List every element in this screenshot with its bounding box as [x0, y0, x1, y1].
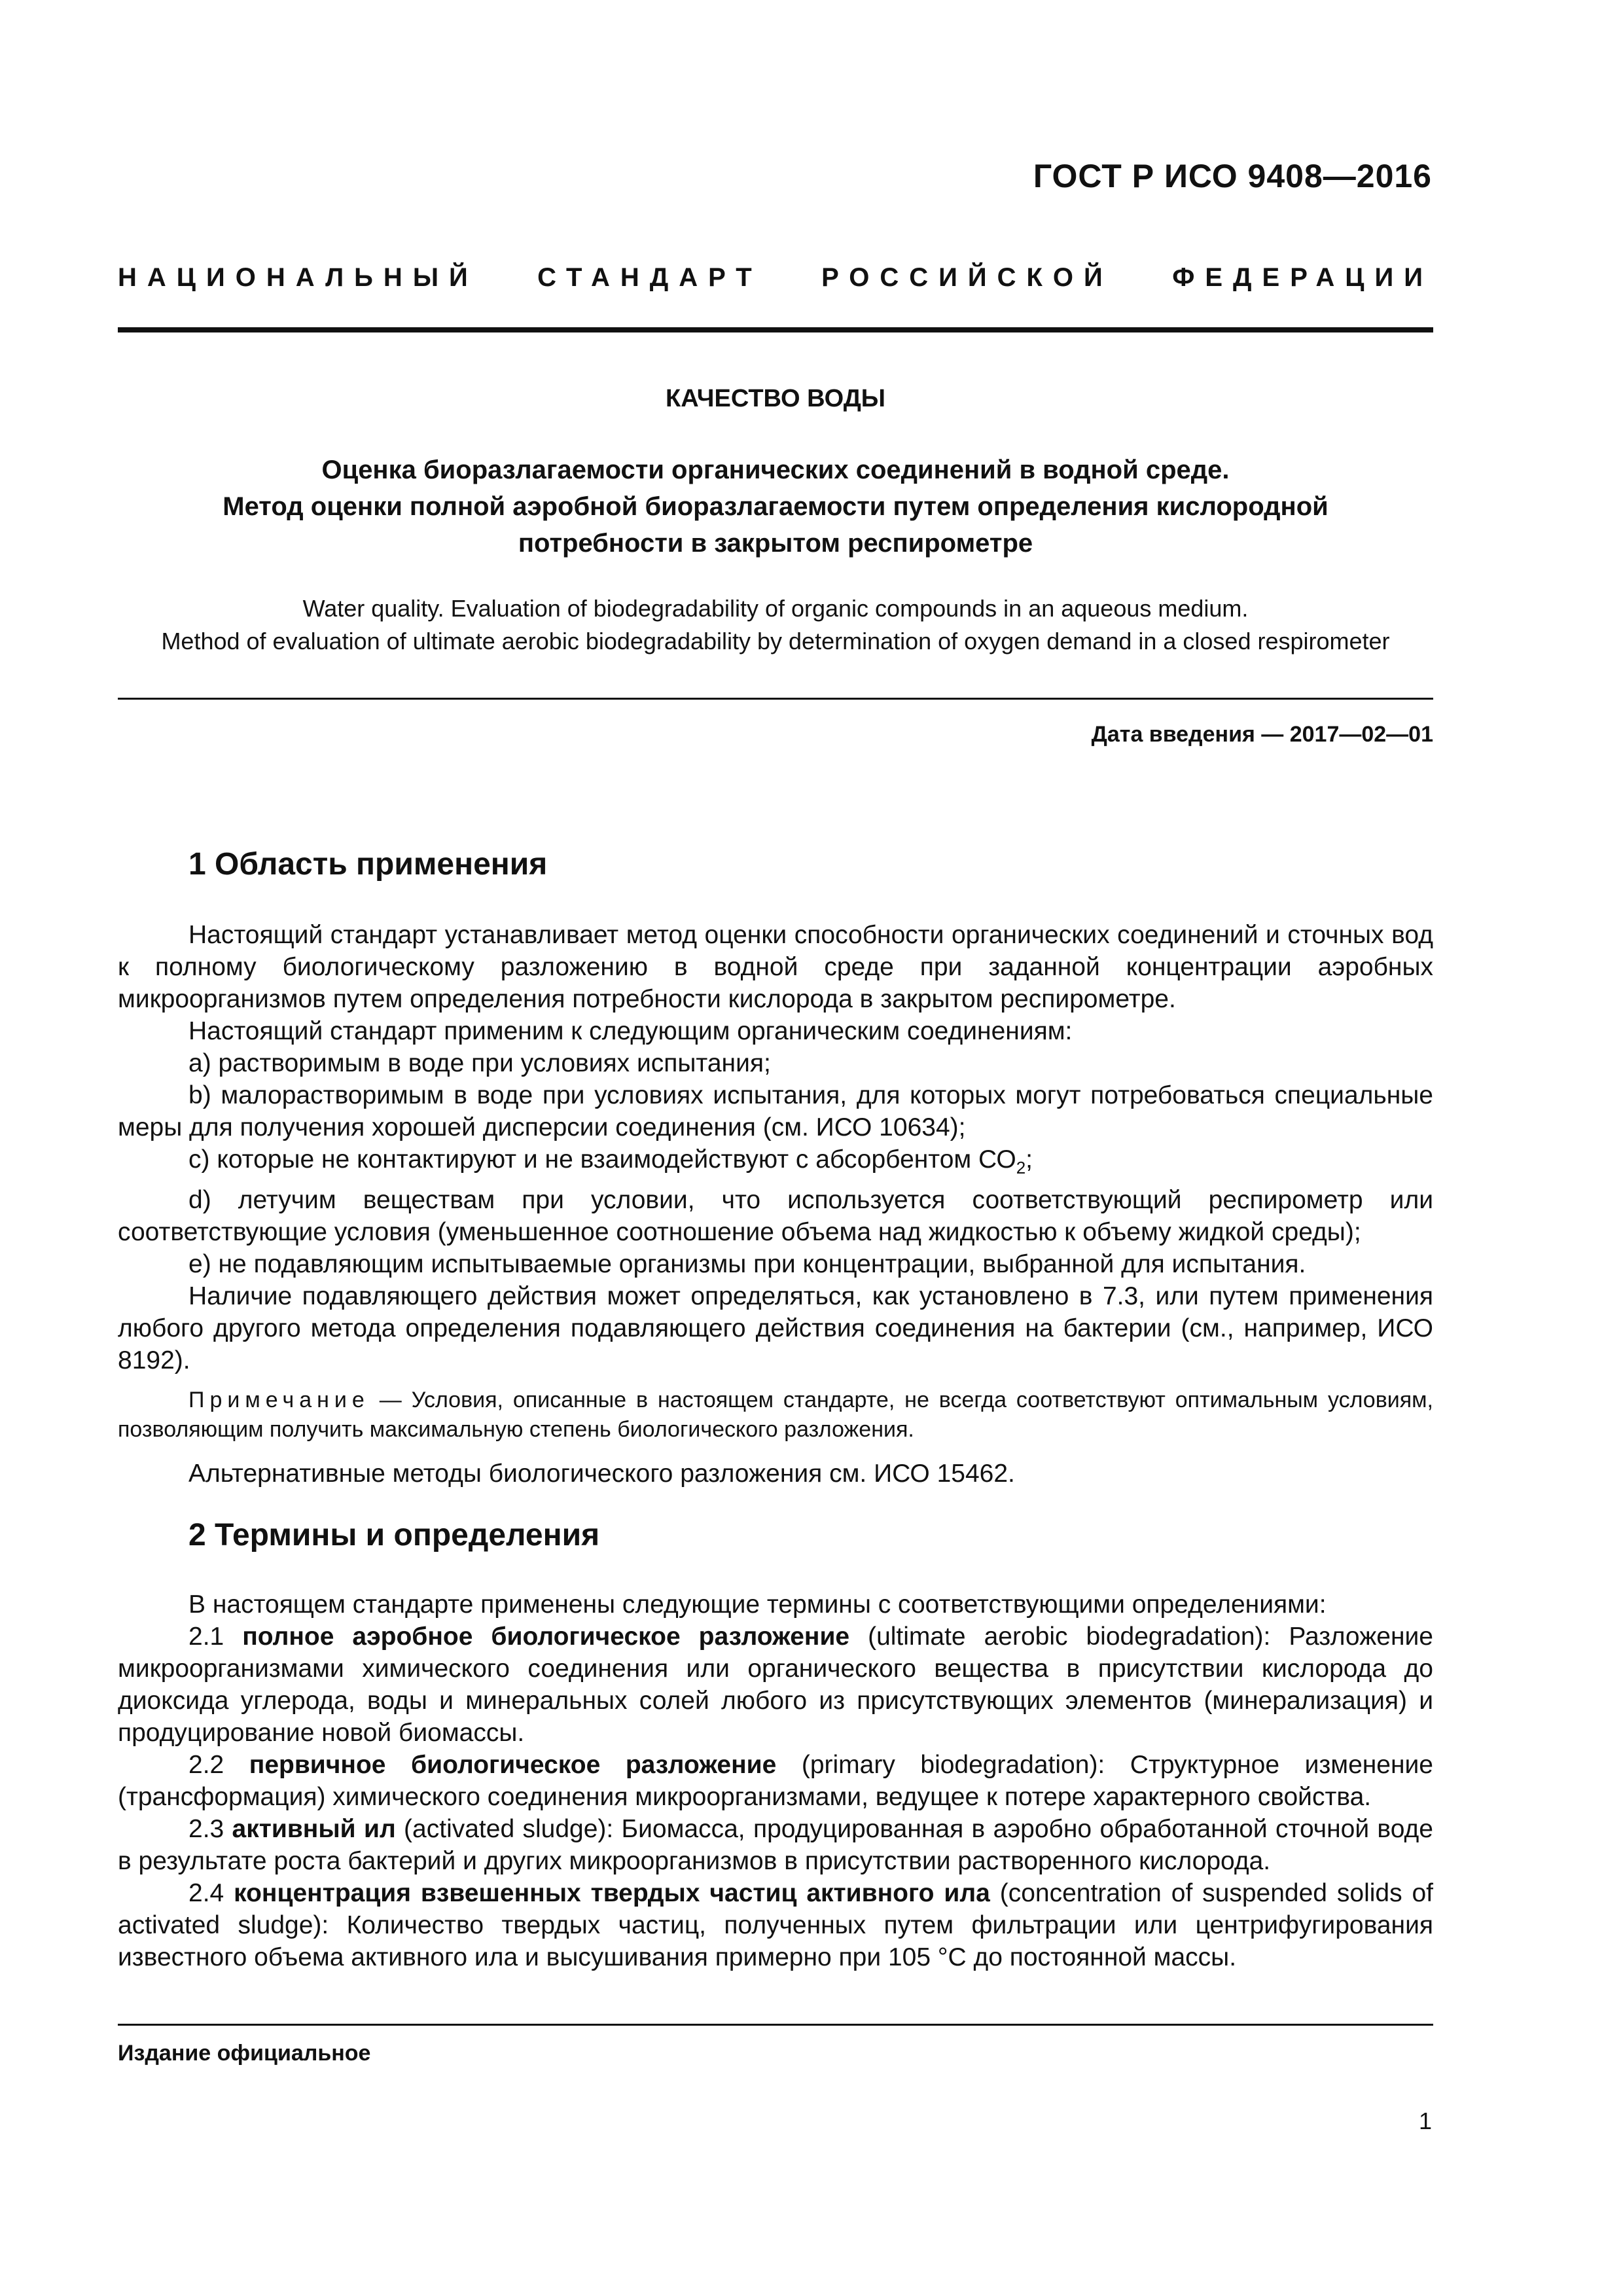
footer-rule: [118, 2024, 1433, 2026]
introduction-date: Дата введения — 2017—02—01: [1091, 722, 1433, 747]
term: полное аэробное биологическое разложение: [242, 1622, 850, 1651]
page-number: 1: [1418, 2108, 1432, 2134]
term-definition: [118, 1621, 1433, 1749]
term-definition: [118, 1813, 1433, 1877]
banner-word: РОССИЙСКОЙ: [821, 263, 1113, 292]
banner-word: СТАНДАРТ: [537, 263, 762, 292]
term-number: 2.2: [188, 1750, 249, 1779]
subscript: 2: [1016, 1157, 1026, 1177]
english-title: [118, 592, 1433, 658]
paragraph: Альтернативные методы биологического разложения см. ИСО 15462.: [188, 1459, 1015, 1488]
term-text: (concentration of suspended solids of activated sludge): Количество твердых частиц, полученных путем фильтрации или центрифугирования известного объема активного ила и высушивания примерно при 105 °С до постоянной массы.: [118, 1878, 1433, 1971]
edition-label: Издание официальное: [118, 2041, 371, 2066]
note-text: — Условия, описанные в настоящем стандарте, не всегда соответствуют оптимальным условиям, позволяющим получить максимальную степень биологического разложения.: [118, 1387, 1433, 1442]
term-text: (ultimate aerobic biodegradation): Разложение микроорганизмами химического соединения или органического вещества в присутствии кислорода до диоксида углерода, воды и минеральных солей любого из присутствующих элементов (минерализация) и продуцирование новой биомассы.: [118, 1622, 1433, 1747]
term-definition: [118, 1877, 1433, 1973]
title-rule: [118, 698, 1433, 700]
paragraph: В настоящем стандарте применены следующие термины с соответствующими определениями:: [188, 1590, 1327, 1619]
section-heading: 2 Термины и определения: [188, 1517, 600, 1552]
list-item: d) летучим веществам при условии, что используется соответствующий респирометр или соответствующие условия (уменьшенное соотношение объема над жидкостью к объему жидкой среды);: [118, 1185, 1433, 1246]
section-1: [118, 846, 1433, 1973]
english-title-line: Method of evaluation of ultimate aerobic biodegradability by determination of oxygen demand in a closed respirometer: [161, 628, 1390, 655]
term: активный ил: [232, 1814, 396, 1843]
subtitle-line: Оценка биоразлагаемости органических соединений в водной среде.: [321, 456, 1230, 484]
banner-word: ФЕДЕРАЦИИ: [1172, 263, 1433, 292]
term-definition: [118, 1749, 1433, 1813]
list-item-text: ;: [1026, 1145, 1033, 1174]
note-label: Примечание: [188, 1387, 370, 1412]
term-number: 2.1: [188, 1622, 243, 1651]
banner-word: НАЦИОНАЛЬНЫЙ: [118, 263, 478, 292]
term: первичное биологическое разложение: [249, 1750, 777, 1779]
term-number: 2.4: [188, 1878, 234, 1907]
list-item: а) растворимым в воде при условиях испытания;: [188, 1049, 771, 1077]
note: [118, 1386, 1433, 1444]
list-item: b) малорастворимым в воде при условиях испытания, для которых могут потребоваться специальные меры для получения хорошей дисперсии соединения (см. ИСО 10634);: [118, 1081, 1433, 1141]
term-number: 2.3: [188, 1814, 232, 1843]
term: концентрация взвешенных твердых частиц активного ила: [234, 1878, 990, 1907]
term-text: (activated sludge): Биомасса, продуцированная в аэробно обработанной сточной воде в результате роста бактерий и других микроорганизмов в присутствии растворенного кислорода.: [118, 1814, 1433, 1875]
subtitle-line: Метод оценки полной аэробной биоразлагаемости путем определения кислородной: [223, 492, 1329, 521]
english-title-line: Water quality. Evaluation of biodegradability of organic compounds in an aqueous medium.: [302, 595, 1249, 622]
header-rule: [118, 327, 1433, 332]
paragraph: Настоящий стандарт применим к следующим органическим соединениям:: [188, 1017, 1073, 1045]
list-item: [118, 1143, 1433, 1184]
russian-subtitle: [118, 452, 1433, 562]
document-number: ГОСТ Р ИСО 9408—2016: [1033, 158, 1432, 194]
term-text: (primary biodegradation): Структурное изменение (трансформация) химического соединения микроорганизмами, ведущее к потере характерного свойства.: [118, 1750, 1434, 1811]
list-item: е) не подавляющим испытываемые организмы при концентрации, выбранной для испытания.: [188, 1249, 1306, 1278]
document-title: КАЧЕСТВО ВОДЫ: [666, 385, 885, 412]
paragraph: Настоящий стандарт устанавливает метод оценки способности органических соединений и сточных вод к полному биологическому разложению в водной среде при заданной концентрации аэробных микроорганизмов путем определения потребности кислорода в закрытом респирометре.: [118, 921, 1433, 1013]
national-standard-banner: [118, 263, 1433, 293]
section-heading: 1 Область применения: [188, 847, 548, 882]
list-item-text: с) которые не контактируют и не взаимодействуют с абсорбентом СО: [188, 1145, 1016, 1174]
paragraph: Наличие подавляющего действия может определяться, как установлено в 7.3, или путем применения любого другого метода определения подавляющего действия соединения на бактерии (см., например, ИСО 8192).: [118, 1282, 1433, 1374]
subtitle-line: потребности в закрытом респирометре: [518, 529, 1033, 558]
